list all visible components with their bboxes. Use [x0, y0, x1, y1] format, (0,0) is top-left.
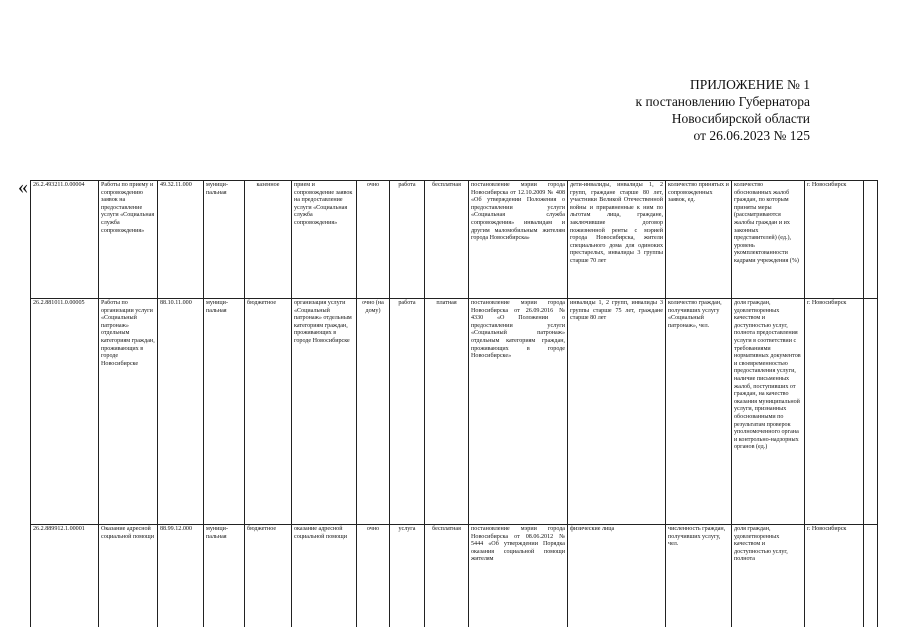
okved-code: 49.32.11.000: [158, 181, 204, 299]
service-code: 26.2.493211.0.00004: [31, 181, 99, 299]
legal-act: постановление мэрии города Новосибирска от 26.09.2016 № 4330 «О Положении о предоставлении услуги «Социальный патронаж» отдельным категориям граждан, проживающих в городе Новосибирске»: [469, 299, 568, 525]
service-name: Работы по организации услуги «Социальный патронаж» отдельным категориям граждан, проживающих в городе Новосибирске: [99, 299, 158, 525]
service-form: очно: [357, 181, 390, 299]
quality-indicator: доля граждан, удовлетворенных качеством и доступностью услуг, полнота: [732, 525, 805, 628]
consumer-categories: дети-инвалиды, инвалиды 1, 2 групп, граждане старше 80 лет, участники Великой Отечественной войны и приравненные к ним по льготам лица, граждане, заключившие договор пожизненной ренты с мэрией города Новосибирска, жители специального дома для одиноких престарелых, инвалиды 3 группы старше 70 лет: [568, 181, 666, 299]
service-location: г. Новосибирск: [805, 299, 864, 525]
table-row: [31, 181, 878, 299]
appendix-title: ПРИЛОЖЕНИЕ № 1: [689, 77, 810, 92]
service-kind: работа: [390, 299, 425, 525]
service-name: Оказание адресной социальной помощи: [99, 525, 158, 628]
okved-code: 88.99.12.000: [158, 525, 204, 628]
service-content: оказание адресной социальной помощи: [292, 525, 357, 628]
service-location: г. Новосибирск: [805, 181, 864, 299]
consumer-categories: инвалиды 1, 2 групп, инвалиды 3 группы старше 75 лет, граждане старше 80 лет: [568, 299, 666, 525]
service-form: очно (на дому): [357, 299, 390, 525]
okved-code: 88.10.11.000: [158, 299, 204, 525]
payment-type: платная: [425, 299, 469, 525]
empty-cell: [864, 525, 878, 628]
service-location: г. Новосибирск: [805, 525, 864, 628]
legal-act: постановление мэрии города Новосибирска от 12.10.2009 № 408 «Об утверждении Положения о предоставлении услуги «Социальная служба сопровождения» инвалидам и другим маломобильным жителям города Новосибирска»: [469, 181, 568, 299]
service-kind: услуга: [390, 525, 425, 628]
service-kind: работа: [390, 181, 425, 299]
empty-cell: [864, 181, 878, 299]
quality-indicator: количество обоснованных жалоб граждан, по которым приняты меры (рассматриваются жалобы граждан и их законных представителей) (ед.), уровень укомплектованности кадрами учреждения (%): [732, 181, 805, 299]
volume-indicator: численность граждан, получивших услугу, чел.: [666, 525, 732, 628]
service-code: 26.2.889912.1.00001: [31, 525, 99, 628]
payment-type: бесплатная: [425, 181, 469, 299]
appendix-subtitle-line1: к постановлению Губернатора: [635, 94, 810, 109]
legal-act: постановление мэрии города Новосибирска от 08.06.2012 № 5444 «Об утверждении Порядка оказания социальной помощи жителям: [469, 525, 568, 628]
service-form: очно: [357, 525, 390, 628]
payment-type: бесплатная: [425, 525, 469, 628]
appendix-header: [636, 76, 810, 144]
owner-level: муници-пальная: [204, 299, 245, 525]
table-row: [31, 299, 878, 525]
institution-type: бюджетное: [245, 299, 292, 525]
service-code: 26.2.881011.0.00005: [31, 299, 99, 525]
consumer-categories: физические лица: [568, 525, 666, 628]
owner-level: муници-пальная: [204, 181, 245, 299]
table-row: [31, 525, 878, 628]
institution-type: бюджетное: [245, 525, 292, 628]
appendix-subtitle-line2: Новосибирской области: [671, 111, 810, 126]
service-content: прием и сопровождение заявок на предоставление услуги «Социальная служба сопровождения»: [292, 181, 357, 299]
opening-quote: «: [18, 176, 28, 198]
quality-indicator: доля граждан, удовлетворенных качеством и доступностью услуг, полнота предоставления услуги в соответствии с требованиями нормативных документов и своевременностью предоставления услуги, наличие письменных жалоб, поступивших от граждан, на качество оказания муниципальной услуги, признанных обоснованными по результатам проверок уполномоченного органа и контрольно-надзорных органов (ед.): [732, 299, 805, 525]
volume-indicator: количество граждан, получивших услугу «Социальный патронаж», чел.: [666, 299, 732, 525]
volume-indicator: количество принятых и сопровожденных заявок, ед.: [666, 181, 732, 299]
owner-level: муници-пальная: [204, 525, 245, 628]
empty-cell: [864, 299, 878, 525]
service-name: Работы по приему и сопровождению заявок на предоставление услуги «Социальная служба сопровождения»: [99, 181, 158, 299]
appendix-date-number: от 26.06.2023 № 125: [693, 128, 810, 143]
institution-type: казенное: [245, 181, 292, 299]
services-table: [30, 180, 878, 627]
service-content: организация услуги «Социальный патронаж» отдельным категориям граждан, проживающих в городе Новосибирске: [292, 299, 357, 525]
